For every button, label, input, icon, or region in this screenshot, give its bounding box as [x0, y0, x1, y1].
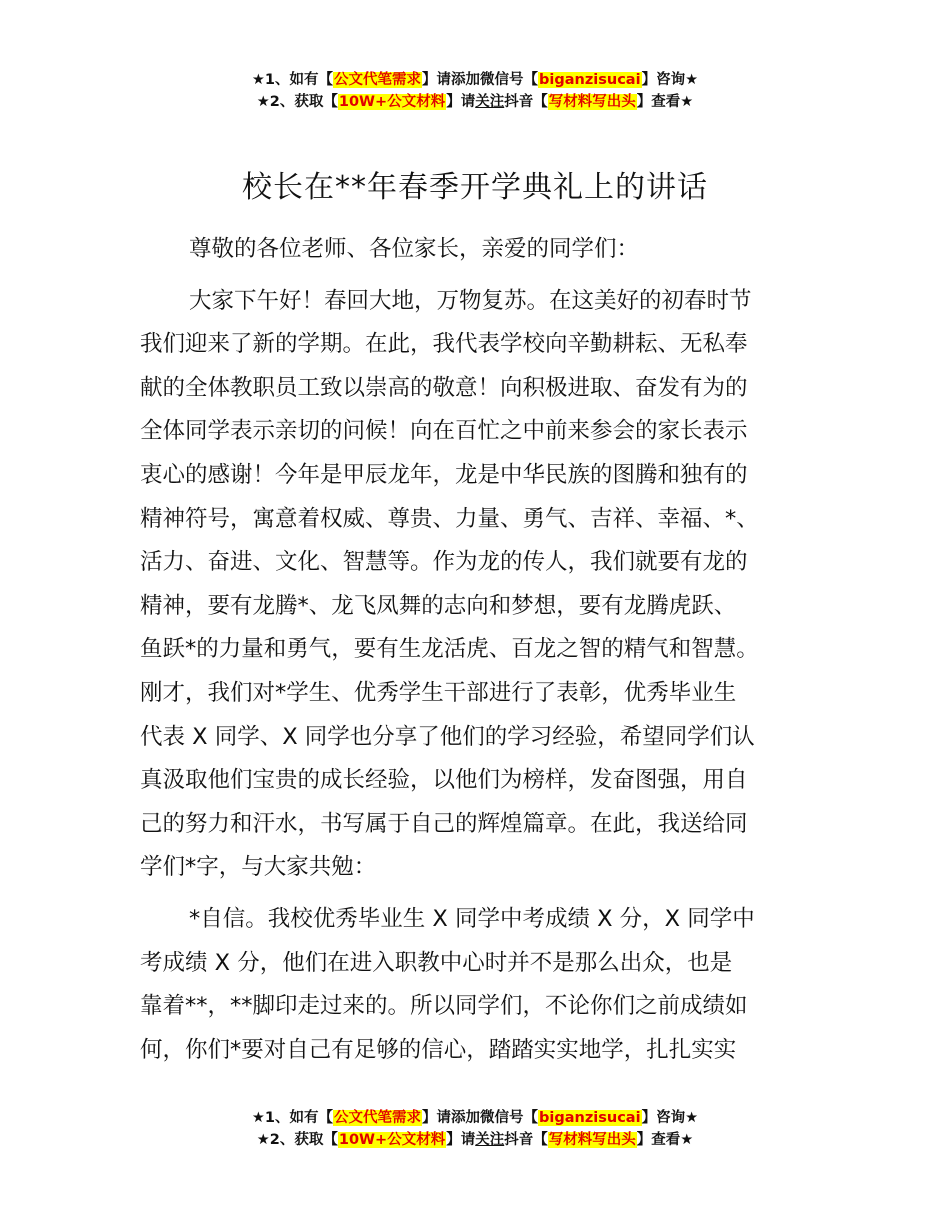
banner-highlight-wechat-id: biganzisucai [539, 1110, 641, 1126]
text-line: 衷心的感谢！今年是甲辰龙年，龙是中华民族的图腾和独有的 [140, 461, 748, 488]
banner-line-1 [0, 69, 950, 91]
text-line: 真汲取他们宝贵的成长经验，以他们为榜样，发奋图强，用自 [140, 767, 748, 794]
banner-text: 抖音【 [504, 94, 548, 110]
text-line: 学们*字，与大家共勉： [140, 854, 377, 881]
text-line: 鱼跃*的力量和勇气，要有生龙活虎、百龙之智的精气和智慧。 [140, 636, 759, 663]
text-line: 何，你们*要对自己有足够的信心，踏踏实实地学，扎扎实实 [140, 1036, 737, 1063]
banner-text: ★2、获取【 [256, 1132, 338, 1148]
banner-highlight-account: 写材料写出头 [548, 94, 636, 110]
banner-highlight: 10W+公文材料 [338, 94, 446, 110]
banner-text: 抖音【 [504, 1132, 548, 1148]
document-title: 校长在**年春季开学典礼上的讲话 [242, 170, 708, 205]
banner-text: ★1、如有【 [251, 72, 334, 88]
banner-text: 】咨询★ [641, 72, 699, 88]
banner-text: 】请添加微信号【 [422, 72, 539, 88]
banner-line-2 [0, 1129, 950, 1151]
banner-highlight: 公文代笔需求 [334, 1110, 422, 1126]
text-line: *自信。我校优秀毕业生 X 同学中考成绩 X 分，X 同学中 [189, 905, 755, 932]
paragraph-1 [140, 280, 830, 890]
banner-highlight-account: 写材料写出头 [548, 1132, 636, 1148]
paragraph-2 [140, 898, 830, 1072]
banner-text: 】请 [446, 94, 476, 110]
banner-text: ★1、如有【 [251, 1110, 334, 1126]
banner-text: ★2、获取【 [256, 94, 338, 110]
banner-line-1 [0, 1107, 950, 1129]
banner-line-2 [0, 91, 950, 113]
text-line: 大家下午好！春回大地，万物复苏。在这美好的初春时节 [189, 287, 752, 314]
text-line: 全体同学表示亲切的问候！向在百忙之中前来参会的家长表示 [140, 418, 748, 445]
banner-text: 】咨询★ [641, 1110, 699, 1126]
text-line: 我们迎来了新的学期。在此，我代表学校向辛勤耕耘、无私奉 [140, 331, 748, 358]
banner-highlight-wechat-id: biganzisucai [539, 72, 641, 88]
banner-text: 】查看★ [636, 94, 694, 110]
banner-text: 】请添加微信号【 [422, 1110, 539, 1126]
text-line: 精神符号，寓意着权威、尊贵、力量、勇气、吉祥、幸福、*、 [140, 505, 759, 532]
banner-text: 】请 [446, 1132, 476, 1148]
text-line: 靠着**，**脚印走过来的。所以同学们，不论你们之前成绩如 [140, 993, 748, 1020]
header-banner [0, 69, 950, 113]
text-line: 考成绩 X 分，他们在进入职教中心时并不是那么出众，也是 [140, 949, 733, 976]
text-line: 代表 X 同学、X 同学也分享了他们的学习经验，希望同学们认 [140, 723, 755, 750]
banner-underlined: 关注 [475, 94, 505, 110]
banner-highlight: 公文代笔需求 [334, 72, 422, 88]
banner-underlined: 关注 [475, 1132, 505, 1148]
banner-highlight: 10W+公文材料 [338, 1132, 446, 1148]
text-line: 己的努力和汗水，书写属于自己的辉煌篇章。在此，我送给同 [140, 810, 748, 837]
salutation: 尊敬的各位老师、各位家长，亲爱的同学们： [189, 236, 640, 262]
banner-text: 】查看★ [636, 1132, 694, 1148]
text-line: 精神，要有龙腾*、龙飞凤舞的志向和梦想，要有龙腾虎跃、 [140, 592, 737, 619]
text-line: 献的全体教职员工致以崇高的敬意！向积极进取、奋发有为的 [140, 374, 748, 401]
footer-banner [0, 1107, 950, 1151]
text-line: 刚才，我们对*学生、优秀学生干部进行了表彰，优秀毕业生 [140, 679, 737, 706]
text-line: 活力、奋进、文化、智慧等。作为龙的传人，我们就要有龙的 [140, 549, 748, 576]
document-body [140, 228, 830, 1072]
